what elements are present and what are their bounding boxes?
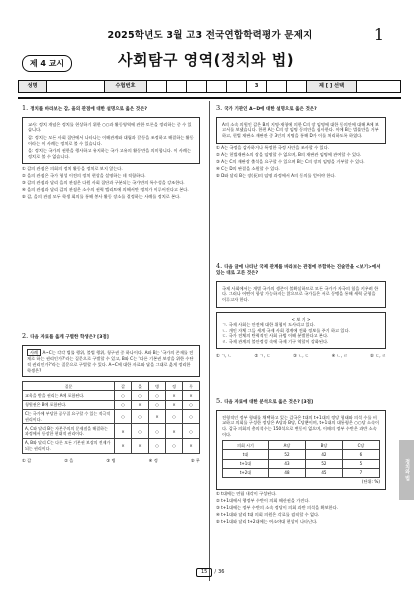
question-3 — [216, 104, 386, 179]
option[interactable]: ④ t+1대와 달리 t대 의회 의원은 각료를 겸직할 수 없다. — [216, 512, 320, 518]
column-divider — [209, 101, 210, 581]
question-1 — [22, 104, 200, 199]
session-badge: 제 4 교시 — [22, 55, 72, 72]
choice[interactable]: ① ㄱ, ㄴ — [216, 353, 232, 359]
option[interactable]: ② 을의 관점은 국가 형성 이전의 정치 현상을 설명하는 데 적합하다. — [22, 172, 146, 178]
exam-no-box[interactable] — [207, 81, 227, 92]
question-5-table: 의회 시기 A당 B당 C당 t대 52 42 6 t+1대 43 52 5 t+2대 48 45 7 — [222, 440, 380, 478]
option[interactable]: ④ C는 D의 판결을 소원할 수 있다. — [216, 166, 280, 172]
exam-no-box[interactable] — [147, 81, 167, 92]
question-5 — [216, 397, 386, 525]
select-field[interactable] — [357, 81, 400, 92]
option[interactable]: ① t대에는 연립 내각이 구성된다. — [216, 491, 277, 497]
choice[interactable]: ② ㄱ, ㄷ — [254, 353, 271, 359]
table-row: t+2대 48 45 7 — [223, 468, 380, 477]
subject-title: 사회탐구 영역(정치와 법) — [118, 51, 295, 69]
question-1-passage: 교사: 정치 개념은 정치를 현상하기 위한 ○○과 활동영역에 관한 토론을 정리하는 중 수 있습니다. 갑: 정치는 모든 사회 집단에서 나타나는 이해관계와 대립과 갈등을 조정하고 해결하는 활동이라는 이 사례는 정치로 볼 수 있습니다. 을: 정치는 국가의 권한을 행사하고 유지하는 국가 고유의 활동만을 의미합니다. 이 사례는 정치로 볼 수 없습니다. — [22, 117, 200, 164]
question-2-case: 사례 A~C는 각각 법률 행위, 불법 행위, 청구권 중 하나이다. A와 B는 '국가의 존재를 전제로 하는 권리인가?'라는 질문으로 구별할 수 있고, B와 C는 '다른 기본권 보장을 위한 수단적 권리인가?'라는 질문으로 구별할 수 있다. A~C에 대한 자료와 답을 그대로 옳게 정리한 학생은? — [22, 345, 200, 377]
option[interactable]: ② t+1대에서 행정부 수반이 의회 해산권을 가진다. — [216, 498, 310, 504]
question-2-choices — [22, 458, 200, 464]
choice[interactable]: ③ 병 — [106, 457, 116, 463]
question-4-passage: 국제 사회에서는 개별 국가의 생존이 불확실하므로 모든 국가가 자국의 힘을 키우려 한다. 그러나 어떤이 항상 가능하지는 않으므로 국가들은 서로 동맹을 통해 세력 균형을 이루고자 한다. — [216, 281, 386, 308]
choice[interactable]: ⑤ ㄷ, ㄹ — [370, 353, 386, 359]
name-label: 성명 — [19, 81, 47, 92]
current-page: 15 — [196, 568, 212, 577]
subject-side-tab: 정치와 법 — [399, 440, 414, 500]
table-row: A, C와 달리 B는 자본주의의 문제점을 해결하는 과정에서 등장한 현대적 권리이다. × ○ ○ × ○ — [23, 424, 200, 439]
table-row: C는 국가에 부당한 공무집 요구할 수 있는 적극적 권리이다. ○ ○ × ○ ○ — [23, 409, 200, 424]
option[interactable]: ① A는 국정을 감사하거나 특정한 국정 사안을 조사할 수 있다. — [216, 145, 329, 151]
choice[interactable]: ⑤ 무 — [190, 457, 200, 463]
page-footer: 15 / 36 — [196, 568, 224, 577]
question-2-table: 질문 갑 을 병 정 무 교육을 받을 권리는 A에 포함된다. ○ ○ ○ × × 청원권은 B에 포함된다. ○ × ○ × ○ C는 국가에 부당한 공무집 요구할 수 있는 적극적 권리이다. ○ ○ × ○ ○ A, C와 달리 B는 자본주의의 문제점을 해결하는 과정에서 등장한 현대적 권리이다. × ○ ○ × ○ A, B와 달리 C는 다른 모든 기본권 보장의 전제가 되는 권리이다. × × ○ ○ × — [22, 381, 200, 453]
question-3-passage: A의 소속 의원인 갑은 B의 지명·재청에 의한 C의 장 임명에 대한 동의안에 대해 A에 보고서를 보냈습니다. 한편 A는 C의 장 임명 동의안을 심사한다. 이에 B는 법률안을 거부하고, 헌법 재판소 재판관 중 3인의 지명을 통해 D가 이를 처리하도록 하였다. — [216, 117, 386, 144]
bogi-box: < 보 기 > ㄱ. 국제 사회는 안전에 대한 위협이 도사리고 있다. ㄴ. 개인 자체 그들 세계 국제 사회 경계에 전화 정보를 주기 하고 있다. ㄷ. 국가 전체의 탄력적인 사회 규범 이해 분별한다고 본다. ㄹ. 국제 관계의 불안정성 속에 국제 기구 역할이 강화된다. — [216, 312, 386, 350]
choice[interactable]: ④ 정 — [148, 457, 158, 463]
exam-no-box[interactable] — [227, 81, 247, 92]
choice[interactable]: ④ ㄴ, ㄹ — [331, 353, 348, 359]
option[interactable]: ③ 갑의 관점과 달리 을의 관점은 다원 사회 집단과 구분되는 국가만의 특수성을 강조한다. — [22, 179, 185, 185]
select-label: 제 [ ] 선택 — [307, 81, 357, 92]
question-5-options — [216, 491, 386, 525]
total-pages: 36 — [218, 569, 225, 575]
option[interactable]: ④ 을의 관점과 달리 갑의 관점은 소수의 권력 엘리트에 의해서만 정치가 이루어진다고 본다. — [22, 186, 189, 192]
question-5-prompt: 5. 다음 자료에 대한 분석으로 옳은 것은? [3점] — [216, 397, 314, 405]
question-1-options — [22, 166, 200, 200]
question-4-prompt: 4. 다음 글에 나타난 국제 관계를 바라보는 관점에 부합하는 진술만을 <보기>에서 있는 대로 고른 것은? — [216, 262, 381, 276]
question-3-options — [216, 145, 386, 179]
question-5-passage: 전형적인 정부 형태를 채택하고 있는 갑국은 t대의 t+1대의 정당 형태와 의석 수를 비교하고 의회를 구성한 정당은 A당과 B당, C당뿐이며, t+1대의 대통령은 ○○당 소속이다. 갑국 의회의 총의석수는 150석으로 변동이 없으며, 이때의 정부 수반은 과반 소속이다. 의회 시기 A당 B당 C당 t대 52 42 6 t+1대 43 52 5 t+2대 48 45 7 (단위: %) — [216, 410, 386, 490]
question-4-choices — [216, 353, 386, 359]
choice[interactable]: ② 을 — [64, 457, 74, 463]
table-row: 청원권은 B에 포함된다. ○ × ○ × ○ — [23, 400, 200, 409]
table-row: t대 52 42 6 — [223, 450, 380, 459]
table-row: 교육을 받을 권리는 A에 포함된다. ○ ○ ○ × × — [23, 391, 200, 400]
header-rule — [18, 97, 401, 99]
choice[interactable]: ① 갑 — [22, 457, 32, 463]
question-2 — [22, 332, 200, 463]
table-unit: (단위: %) — [361, 479, 380, 485]
exam-no-box[interactable] — [187, 81, 207, 92]
table-row: A, B와 달리 C는 다른 모든 기본권 보장의 전제가 되는 권리이다. × × ○ ○ × — [23, 438, 200, 453]
question-3-prompt: 3. 국가 기관인 A~D에 대한 설명으로 옳은 것은? — [216, 104, 317, 112]
question-2-prompt: 2. 다음 자료를 옳게 구별한 학생은? [3점] — [22, 332, 109, 340]
choice[interactable]: ③ ㄴ, ㄷ — [293, 353, 309, 359]
page-number: 1 — [373, 25, 384, 44]
option[interactable]: ⑤ t+1대와 달리 t+2대에는 여소야대 현상이 나타난다. — [216, 519, 318, 525]
exam-no-digit: 3 — [247, 81, 267, 92]
exam-no-box[interactable] — [267, 81, 287, 92]
option[interactable]: ③ A는 C의 재판장 출석을 요구할 수 있으며 B는 C의 장의 임명을 거부할 수 있다. — [216, 159, 365, 165]
option[interactable]: ⑤ 갑, 을의 관점 모두 학생 회의를 통해 봉사 활동 장소를 결정하는 사례를 정치로 본다. — [22, 193, 181, 199]
exam-no-label: 수험번호 — [105, 81, 147, 92]
option[interactable]: ③ t+1대에는 정부 수반의 소속 정당이 의회 과반 의석을 확보한다. — [216, 505, 338, 511]
question-4 — [216, 262, 386, 359]
exam-no-box[interactable] — [167, 81, 187, 92]
option[interactable]: ① 갑의 관점은 의회의 정치 활동을 정치로 보지 않는다. — [22, 165, 123, 171]
exam-no-box[interactable] — [287, 81, 307, 92]
option[interactable]: ② A는 헌법재판소의 장을 임명할 수 없으며, B의 재판관 임명에 관여할 수 있다. — [216, 152, 362, 158]
name-field[interactable] — [47, 81, 105, 92]
question-1-prompt: 1. 정치를 바라보는 갑, 을의 관점에 대한 설명으로 옳은 것은? — [22, 104, 148, 112]
exam-title: 2025학년도 3월 고3 전국연합학력평가 문제지 — [107, 30, 313, 41]
table-row: t+1대 43 52 5 — [223, 459, 380, 468]
option[interactable]: ⑤ D와 달리 B는 장(長)의 임명 과정에서 A의 동의를 얻어야 한다. — [216, 173, 336, 179]
info-bar — [18, 80, 401, 93]
